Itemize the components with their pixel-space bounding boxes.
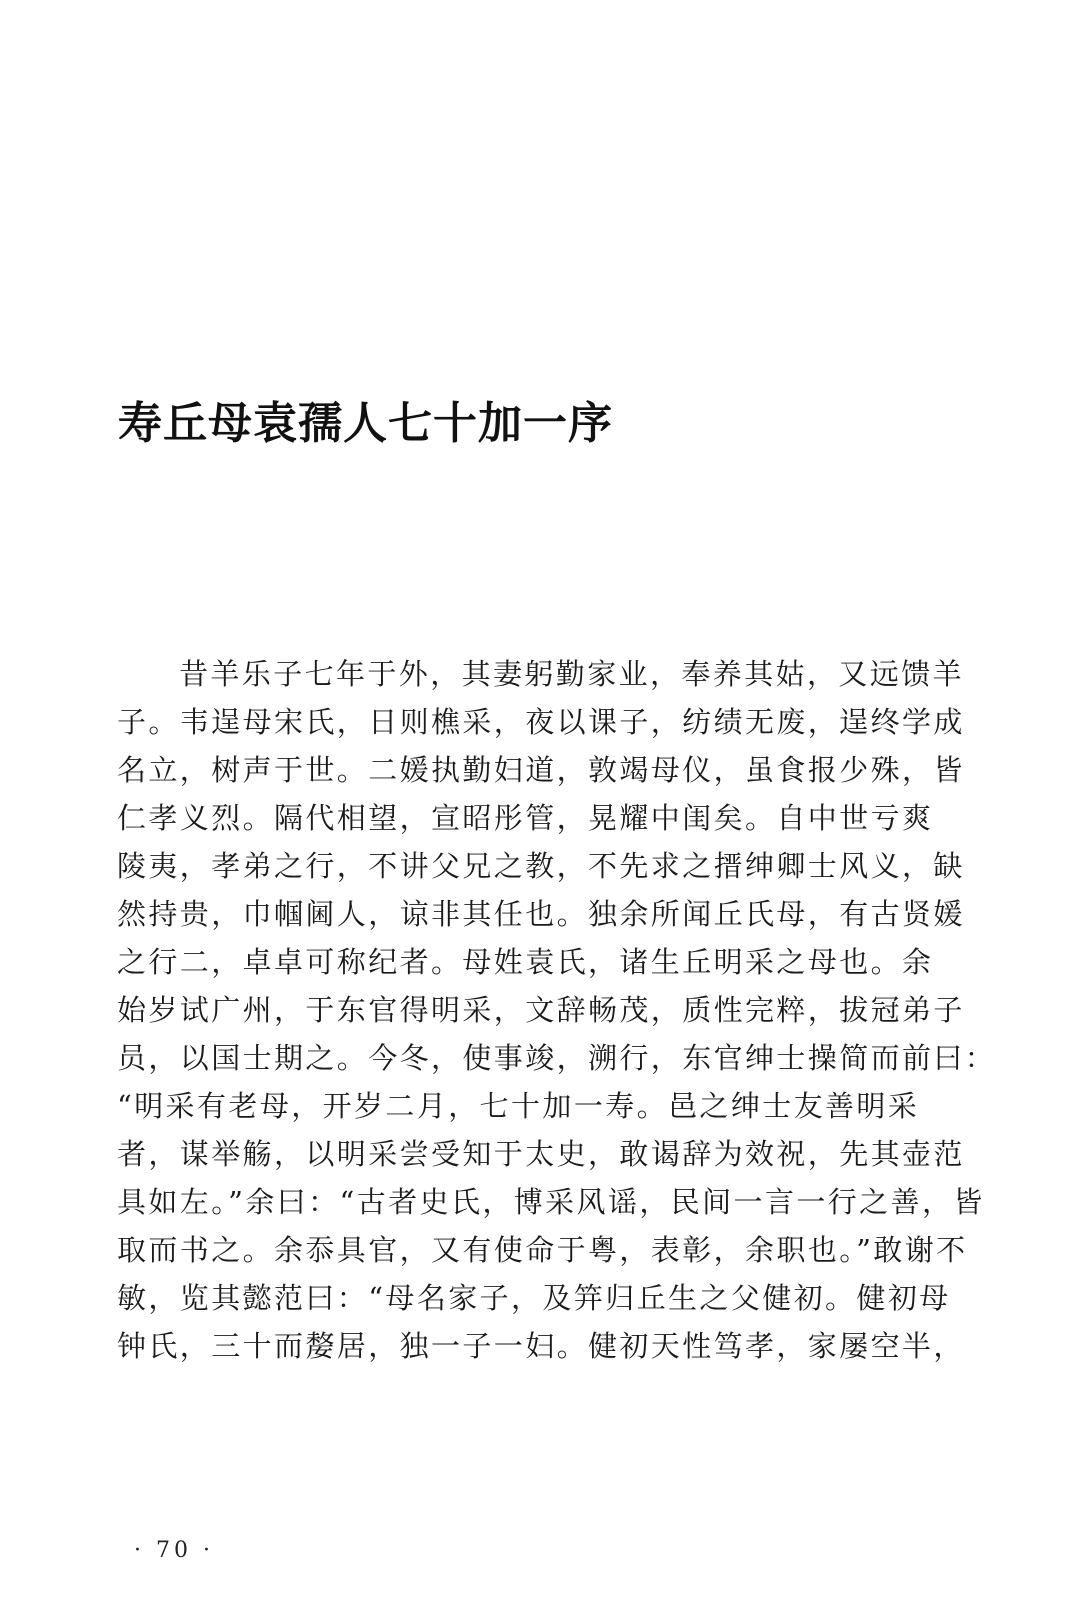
text-line: 员，以国士期之。今冬，使事竣，溯行，东官绅士操简而前曰： — [117, 1041, 997, 1075]
text-line: 者，谋举觞，以明采尝受知于太史，敢谒辞为效祝，先其壶范 — [117, 1137, 965, 1171]
text-line: 钟氏，三十而嫠居，独一子一妇。健初天性笃孝，家屡空半， — [117, 1329, 965, 1363]
text-line: 取而书之。余忝具官，又有使命于粤，表彰，余职也。”敢谢不 — [117, 1233, 968, 1267]
text-line: 敏，览其懿范曰：“母名家子，及笄归丘生之父健初。健初母 — [117, 1281, 951, 1315]
text-line: “明采有老母，开岁二月，七十加一寿。邑之绅士友善明采 — [117, 1089, 920, 1123]
text-line: 陵夷，孝弟之行，不讲父兄之教，不先求之搢绅卿士风义，缺 — [117, 849, 965, 883]
page-number: · 70 · — [134, 1538, 214, 1563]
text-line: 名立，树声于世。二媛执勤妇道，敦竭母仪，虽食报少殊，皆 — [117, 753, 965, 787]
page-title: 寿丘母袁孺人七十加一序 — [118, 398, 613, 449]
text-line: 具如左。”余曰：“古者史氏，博采风谣，民间一言一行之善，皆 — [117, 1185, 985, 1219]
text-line: 之行二，卓卓可称纪者。母姓袁氏，诸生丘明采之母也。余 — [117, 945, 934, 979]
body-text — [117, 650, 997, 1370]
text-line: 子。韦逞母宋氏，日则樵采，夜以课子，纺绩无废，逞终学成 — [117, 705, 965, 739]
text-line: 昔羊乐子七年于外，其妻躬勤家业，奉养其姑，又远馈羊 — [179, 657, 965, 691]
text-line: 仁孝义烈。隔代相望，宣昭彤管，晃耀中闺矣。自中世亏爽 — [117, 801, 934, 835]
text-line: 始岁试广州，于东官得明采，文辞畅茂，质性完粹，拔冠弟子 — [117, 993, 965, 1027]
text-line: 然持贵，巾帼阃人，谅非其任也。独余所闻丘氏母，有古贤媛 — [117, 897, 965, 931]
